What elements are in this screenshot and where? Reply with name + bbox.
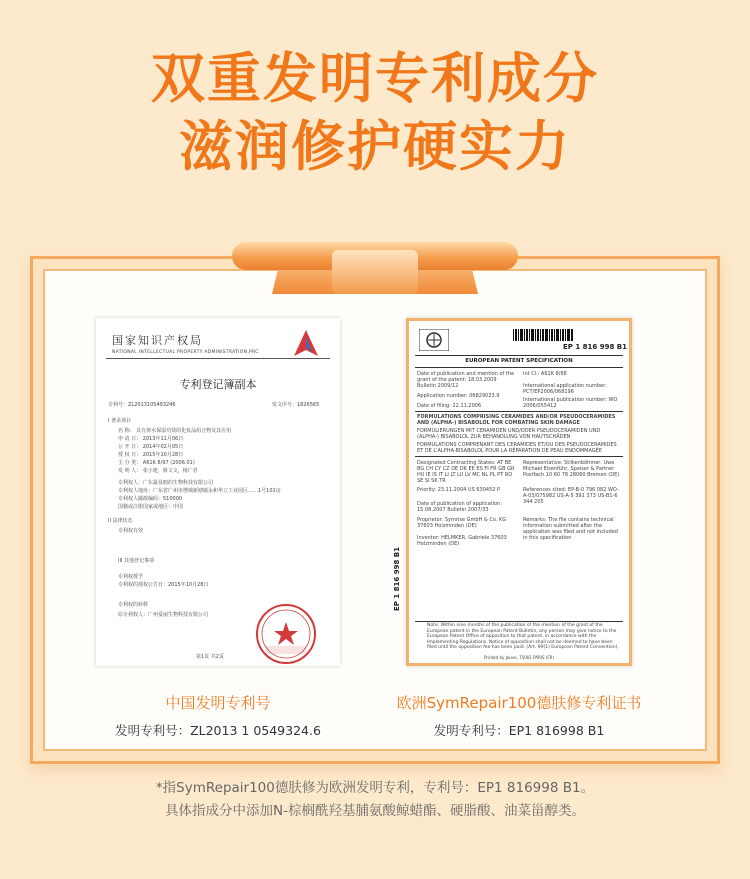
cn-section-1: I 著录项目 — [108, 418, 132, 424]
ep-states: Designated Contracting States: AT BE BG CH CY CZ DE DK EE ES FI FR GB GR HU IE IS IT LI LT LU LV MC NL PL PT RO SE SI SK TR — [417, 460, 515, 484]
cn-country: 国籍或注册国家或地区：中国 — [118, 504, 184, 510]
cn-status: 专利权有效 — [118, 528, 144, 534]
ep-field-87: International publication number: WO 2006/055412 — [523, 397, 618, 409]
ep-remarks: Remarks: The file contains technical information submitted after the application was filed and not included in this specification — [523, 517, 618, 541]
headline-line-2: 滋润修护硬实力 — [179, 115, 571, 178]
cn-app-number: 专利号：ZL2013105493246 — [108, 402, 176, 408]
cn-invention-name: 名 称： 具有抑水保湿功效的化妆品组合物及其应用 — [118, 428, 232, 434]
official-seal-stamp-icon — [254, 602, 318, 666]
footnote-line-1: *指SymRepair100德肤修为欧洲发明专利，专利号：EP1 816998 B1。 — [155, 780, 595, 796]
cn-grant-date: 授 权 日： 2015年10月28日 — [118, 452, 184, 458]
ep-representative: Representative: Stilkenböhmer, Uwe Michael Eisenführ, Speiser & Partner Postfach 10 60 78 28060 Bremen (DE) — [523, 460, 620, 478]
cn-transfer-label: 专利权的转移 — [118, 602, 149, 608]
ep-publication: Date of publication of application: 15.08.2007 Bulletin 2007/33 — [417, 501, 502, 513]
headline-line-1: 双重发明专利成分 — [151, 47, 599, 110]
cn-grant-text: 专利权的授权公告日：2015年10月28日 — [118, 582, 209, 588]
ep-field-22: Date of filing: 22.11.2006 — [417, 403, 482, 409]
ep-priority: Priority: 23.11.2004 US 630452 P — [417, 487, 501, 493]
ep-title-en: FORMULATIONS COMPRISING CERAMIDES AND/OR PSEUDOCERAMIDES AND (ALPHA-) BISABOLOL FOR COMBATING SKIN DAMAGE — [417, 414, 616, 426]
ep-references: References cited: EP-B-0 796 082 WO-A-03/075982 US-A-5 391 373 US-B1-6 344 205 — [523, 487, 619, 505]
cn-transfer-text: 原专利权人：广州爱丽生物科技有限公司 — [118, 612, 209, 618]
ep-field-21: Application number: 06829023.9 — [417, 393, 500, 399]
cn-patent-certificate — [96, 318, 340, 666]
ep-title-de: FORMULIERUNGEN MIT CERAMIDEN UND/ODER PSEUDOCERAMIDEN UND (ALPHA-) BISABOLOL ZUR BEHANDLUNG VON HAUTSCHÄDEN — [417, 428, 601, 440]
cn-zip: 专利权人邮政编码：510000 — [118, 496, 183, 502]
ep-caption-title: 欧洲SymRepair100德肤修专利证书 — [396, 694, 642, 712]
cn-pub-date: 公 开 日： 2014年02月05日 — [118, 444, 184, 450]
cnipa-logo-icon — [292, 328, 320, 358]
cn-doc-title: 专利登记簿副本 — [179, 378, 257, 391]
cn-issue-number: 发文序号：1826565 — [272, 402, 320, 408]
cn-office-english: NATIONAL INTELLECTUAL PROPERTY ADMINISTRATION,PRC — [112, 350, 259, 355]
cn-address: 专利权人地址：广东省广州市增城新塘镇永和华立工业园区……1号101房 — [118, 488, 281, 494]
ep-number-side: EP 1 816 998 B1 — [393, 547, 401, 611]
ep-caption-number: 发明专利号：EP1 816998 B1 — [433, 723, 605, 738]
ep-note: Note: Within nine months of the publication of the mention of the grant of the European patent in the European Patent Bulletin, any person may give notice to the European Patent Office of opposition to that patent, in accordance with the Implementing Regulations. Notice of opposition shall not be deemed to have been filed until the opposition fee has been paid. (Art. 99(1) European Patent Convention). — [427, 623, 619, 650]
footnote-line-2: 具体指成分中添加N-棕榈酰羟基脯氨酸鲸蜡酯、硬脂酸、油菜甾醇类。 — [165, 803, 585, 819]
ep-patent-certificate — [393, 318, 632, 666]
cn-page-number: 第1页 共2页 — [196, 654, 224, 660]
ep-printer: Printed by Jouve, 75001 PARIS (FR) — [483, 655, 555, 660]
cn-ipc: 主 分 类： A61K 8/97 (2006.01) — [118, 460, 195, 466]
cn-caption-number: 发明专利号：ZL2013 1 0549324.6 — [115, 723, 321, 738]
ep-proprietor: Proprietor: Symrise GmbH & Co. KG 37603 Holzminden (DE) — [417, 517, 507, 529]
cn-apply-date: 申 请 日： 2013年11月06日 — [118, 436, 184, 442]
ep-field-51: Int Cl.: A61K 8/68 — [523, 371, 567, 377]
cn-caption-title: 中国发明专利号 — [165, 694, 271, 712]
ep-inventor: Inventor: HELMKER, Gabriele 37603 Holzminden (DE) — [417, 535, 507, 547]
ep-field-45: Date of publication and mention of the grant of the patent: 18.03.2009 Bulletin 2009/12 — [417, 371, 515, 389]
cn-office-name: 国家知识产权局 — [112, 334, 203, 347]
ep-field-86: International application number: PCT/EP2006/068196 — [523, 383, 607, 395]
barcode-icon — [513, 329, 573, 341]
ep-header-title: EUROPEAN PATENT SPECIFICATION — [465, 358, 573, 364]
ep-title-fr: FORMULATIONS COMPRENANT DES CERAMIDES ET/OU DES PSEUDOCERAMIDES ET DE L'ALPHA-BISABOLOL POUR LA RÉPARATION DE PEAU ENDOMMAGÉE — [417, 442, 617, 454]
epo-logo-icon — [419, 329, 449, 351]
ep-number-top: EP 1 816 998 B1 — [563, 343, 627, 351]
clipboard-clip-icon — [232, 230, 518, 298]
cn-section-2: II 法律状态 — [108, 518, 133, 524]
cn-owner: 专利权人：广东最显鸥的生物科技有限公司 — [118, 480, 214, 486]
cn-section-3: III 其他登记事项 — [118, 558, 155, 564]
cn-inventors: 发 明 人： 张小建，蔡文文，杨广君 — [118, 468, 198, 474]
cn-grant-label: 专利权授予 — [118, 574, 144, 580]
